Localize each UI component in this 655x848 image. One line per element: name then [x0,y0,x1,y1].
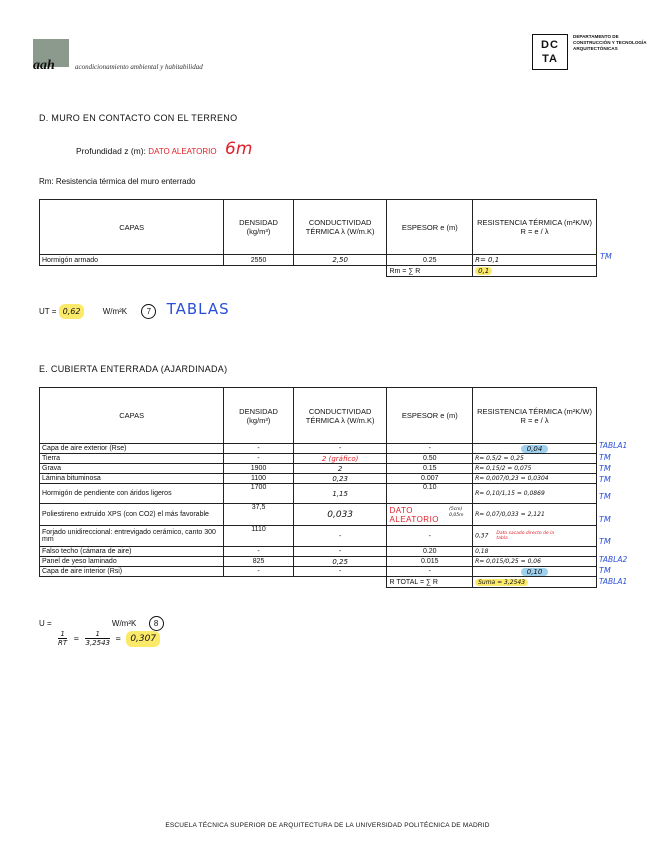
cell-capa: Hormigón armado [40,255,224,266]
cell-capa: Hormigón de pendiente con áridos ligeros [40,484,224,504]
note-row-3: TM [599,475,611,484]
cell-resistencia: R= 0,10/1,15 = 0,0869 [473,484,597,504]
ut-number: 7 [141,304,156,319]
header-capas: CAPAS [40,200,224,255]
section-d-title: D. MURO EN CONTACTO CON EL TERRENO [39,113,238,123]
cell-conductividad: - [293,444,387,454]
depth-value: 6m [225,139,253,159]
ut-row [39,300,230,319]
note-row-5: TM [599,515,611,524]
cell-conductividad: 0,033 [293,504,387,526]
cell-conductividad: - [293,526,387,547]
department-text: DEPARTAMENTO DE CONSTRUCCIÓN Y TECNOLOGÍA ARQUITECTÓNICAS [573,34,647,51]
cell-capa: Forjado unidireccional: entrevigado cerámico, canto 300 mm [40,526,224,547]
ut-label: UT = [39,307,57,316]
sum-value: 0,1 [475,267,492,275]
cell-resistencia: 0,10 [521,568,549,576]
cell-densidad: 1100 [224,474,293,484]
cell-densidad: - [224,547,293,557]
cell-densidad: 1700 [224,484,293,504]
cell-resistencia: R= 0,07/0,033 = 2,121 [473,504,597,526]
cell-conductividad: 0,25 [293,557,387,567]
u-unit: W/m²K [111,619,137,628]
cell-capa: Grava [40,464,224,474]
cell-espesor: 0.10 [387,484,473,504]
cell-espesor: 0.20 [387,547,473,557]
cell-espesor: DATO ALEATORIO [389,505,440,524]
table-row [40,484,597,504]
cell-resistencia: 0,37 [475,532,489,540]
cell-capa: Panel de yeso laminado [40,557,224,567]
note-row-4: TM [599,492,611,501]
calc-result: 0,307 [126,631,160,647]
table-d [39,199,597,277]
dcta-line1: DC [541,39,559,51]
sum-label: R TOTAL = ∑ R [387,577,473,588]
table-row [40,557,597,567]
cell-densidad: 1900 [224,464,293,474]
cell-capa: Falso techo (cámara de aire) [40,547,224,557]
u-number: 8 [149,616,164,631]
footer: ESCUELA TÉCNICA SUPERIOR DE ARQUITECTURA DE LA UNIVERSIDAD POLITÉCNICA DE MADRID [165,822,490,829]
resistencia-note: Dato sacado directo de la tabla [496,531,555,541]
cell-espesor: - [387,444,473,454]
header-densidad: DENSIDAD (kg/m³) [224,388,293,444]
cell-espesor: - [387,567,473,577]
calc-num1: 1 [58,630,67,639]
ut-value: 0,62 [59,304,85,319]
calc-den1: RT [58,639,68,647]
table-row [40,547,597,557]
table-row [40,526,597,547]
u-calculation: $\frac{1}{RT}$ = $\frac{1}{3,2543}$ = 0,307 [58,630,160,647]
table-row [40,454,597,464]
cell-densidad: - [224,567,293,577]
u-row [39,616,164,631]
logo-abbr: aah [33,58,55,73]
header-resistencia: RESISTENCIA TÉRMICA (m²K/W) R = e / λ [473,388,597,444]
cell-conductividad: 1,15 [293,484,387,504]
note-row-6: TM [599,537,611,546]
note-row-2: TM [599,464,611,473]
cell-conductividad: 2,50 [293,255,387,266]
cell-resistencia: R= 0,1 [473,255,597,266]
note-row-7: TABLA2 [599,555,628,564]
ut-note: TABLAS [166,300,230,318]
note-row-8: TM [599,566,611,575]
header-capas: CAPAS [40,388,224,444]
sum-value: Suma = 3,2543 [475,579,528,586]
u-label: U = [39,619,52,628]
cell-capa: Tierra [40,454,224,464]
sum-label: Rm = ∑ R [387,266,473,277]
cell-conductividad: - [293,547,387,557]
header-espesor: ESPESOR e (m) [387,200,473,255]
cell-densidad: 825 [224,557,293,567]
espesor-note: (5cm) 0,05m [449,507,464,518]
logo-text: acondicionamiento ambiental y habitabilidad [75,63,203,71]
table-row [40,567,597,577]
table-row [40,474,597,484]
depth-label: Profundidad z (m): [76,146,146,156]
table-row [40,464,597,474]
cell-resistencia: 0,18 [473,547,597,557]
rm-label: Rm: Resistencia térmica del muro enterrado [39,177,196,186]
cell-capa: Capa de aire exterior (Rse) [40,444,224,454]
dcta-line2: TA [542,53,558,65]
calc-num2: 1 [85,630,110,639]
note-row-9: TABLA1 [599,577,628,586]
note-row-1: TM [599,453,611,462]
cell-resistencia: R= 0,015/0,25 = 0,06 [473,557,597,567]
table-row [40,255,597,266]
calc-den2: 3,2543 [85,639,110,647]
cell-capa: Lámina bituminosa [40,474,224,484]
cell-densidad: 2550 [224,255,293,266]
note-row-0: TABLA1 [599,441,628,450]
header-densidad: DENSIDAD (kg/m³) [224,200,293,255]
note-d-row: TM [600,252,612,261]
cell-densidad: 1110 [224,526,293,547]
header-conductividad: CONDUCTIVIDAD TÉRMICA λ (W/m.K) [293,200,387,255]
cell-capa: Poliestireno extruido XPS (con CO2) el más favorable [40,504,224,526]
cell-espesor: - [387,526,473,547]
cell-resistencia: R= 0,15/2 = 0,075 [473,464,597,474]
cell-conductividad: 2 [293,464,387,474]
ut-unit: W/m²K [102,307,128,316]
cell-densidad: - [224,454,293,464]
cell-conductividad: 0,23 [293,474,387,484]
cell-espesor: 0.50 [387,454,473,464]
dcta-logo [532,34,568,70]
cell-resistencia: R= 0,5/2 = 0,25 [473,454,597,464]
header-conductividad: CONDUCTIVIDAD TÉRMICA λ (W/m.K) [293,388,387,444]
cell-capa: Capa de aire interior (Rsi) [40,567,224,577]
cell-espesor: 0.25 [387,255,473,266]
cell-espesor: 0.15 [387,464,473,474]
cell-resistencia: 0,04 [521,445,549,453]
cell-espesor: 0.015 [387,557,473,567]
cell-densidad: 37,5 [224,504,293,526]
cell-resistencia: R= 0,007/0,23 = 0,0304 [473,474,597,484]
cell-conductividad: - [293,567,387,577]
cell-espesor: 0.007 [387,474,473,484]
cell-densidad: - [224,444,293,454]
depth-row [76,139,252,159]
section-e-title: E. CUBIERTA ENTERRADA (AJARDINADA) [39,364,228,374]
header-resistencia: RESISTENCIA TÉRMICA (m²K/W) R = e / λ [473,200,597,255]
table-row [40,504,597,526]
table-e [39,387,597,588]
depth-random: DATO ALEATORIO [148,147,217,156]
header-espesor: ESPESOR e (m) [387,388,473,444]
cell-conductividad: 2 (gráfico) [293,454,387,464]
table-row [40,444,597,454]
